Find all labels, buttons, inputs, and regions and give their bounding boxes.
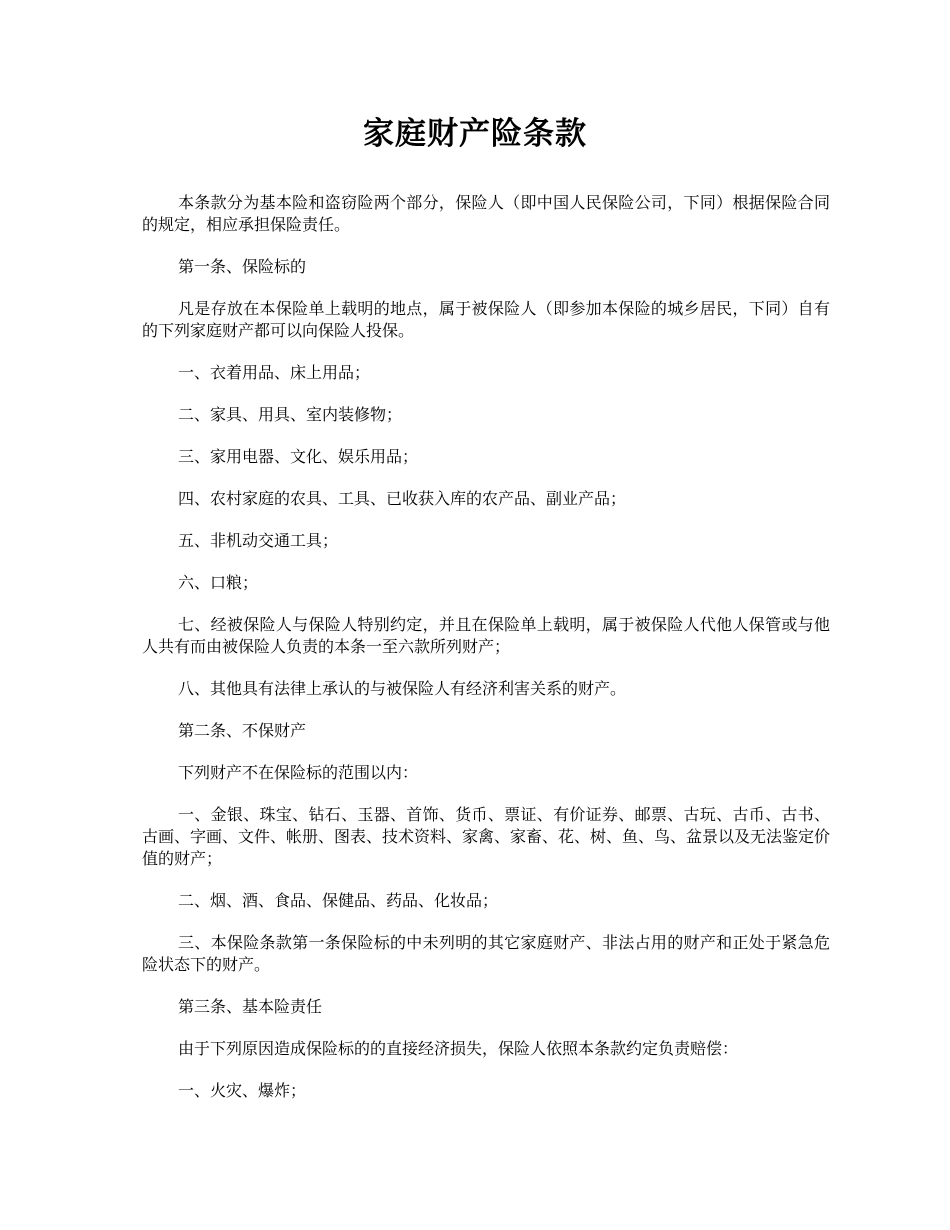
article-3-paragraph: 由于下列原因造成保险标的的直接经济损失，保险人依照本条款约定负责赔偿： — [178, 1039, 739, 1058]
article-1-item-4: 四、农村家庭的农具、工具、已收获入库的农产品、副业产品； — [178, 489, 627, 508]
document-title: 家庭财产险条款 — [363, 116, 587, 152]
article-3-heading: 第三条、基本险责任 — [178, 997, 323, 1016]
document-body — [142, 192, 830, 1122]
intro-paragraph: 本条款分为基本险和盗窃险两个部分，保险人（即中国人民保险公司，下同）根据保险合同的规定，相应承担保险责任。 — [142, 193, 830, 234]
article-1-item-6: 六、口粮； — [178, 573, 259, 592]
article-1-item-3: 三、家用电器、文化、娱乐用品； — [178, 447, 419, 466]
article-2-heading: 第二条、不保财产 — [178, 721, 307, 740]
article-2-item-2: 二、烟、酒、食品、保健品、药品、化妆品； — [178, 891, 499, 910]
article-1-item-2: 二、家具、用具、室内装修物； — [178, 405, 403, 424]
article-2-item-1: 一、金银、珠宝、钻石、玉器、首饰、货币、票证、有价证券、邮票、古玩、古币、古书、古画、字画、文件、帐册、图表、技术资料、家禽、家畜、花、树、鱼、鸟、盆景以及无法鉴定价值的财产； — [142, 805, 831, 868]
article-1-item-5: 五、非机动交通工具； — [178, 531, 339, 550]
article-1-item-7: 七、经被保险人与保险人特别约定，并且在保险单上载明，属于被保险人代他人保管或与他人共有而由被保险人负责的本条一至六款所列财产； — [142, 615, 830, 656]
article-3-item-1: 一、火灾、爆炸； — [178, 1081, 307, 1100]
article-1-item-8: 八、其他具有法律上承认的与被保险人有经济利害关系的财产。 — [178, 679, 627, 698]
article-1-paragraph: 凡是存放在本保险单上载明的地点，属于被保险人（即参加本保险的城乡居民，下同）自有的下列家庭财产都可以向保险人投保。 — [142, 299, 830, 340]
article-1-item-1: 一、衣着用品、床上用品； — [178, 363, 371, 382]
article-2-item-3: 三、本保险条款第一条保险标的中未列明的其它家庭财产、非法占用的财产和正处于紧急危险状态下的财产。 — [142, 933, 830, 974]
article-1-heading: 第一条、保险标的 — [178, 257, 307, 276]
article-2-paragraph: 下列财产不在保险标的范围以内： — [178, 763, 419, 782]
